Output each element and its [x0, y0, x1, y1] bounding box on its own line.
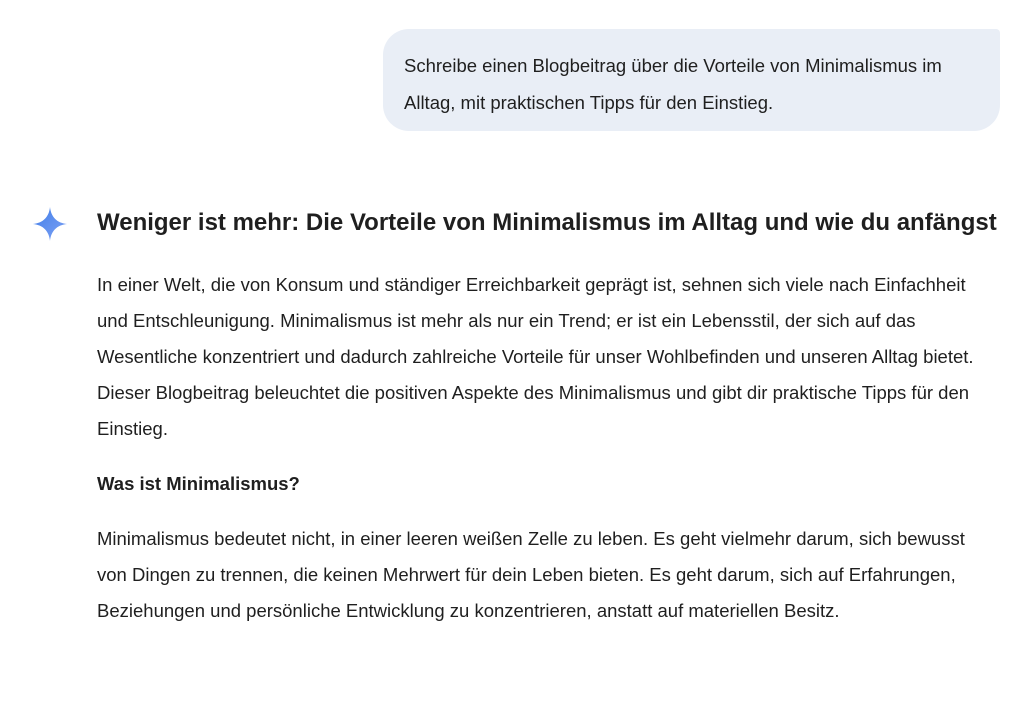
section-heading: Was ist Minimalismus?	[97, 473, 300, 494]
response-title: Weniger ist mehr: Die Vorteile von Minimalismus im Alltag und wie du anfängst	[97, 209, 997, 236]
user-prompt-bubble	[383, 29, 1000, 131]
model-response	[97, 205, 997, 629]
gemini-spark-icon	[32, 206, 68, 242]
user-prompt-text: Schreibe einen Blogbeitrag über die Vorteile von Minimalismus im Alltag, mit praktischen Tipps für den Einstieg.	[404, 55, 942, 113]
section-body-paragraph: Minimalismus bedeutet nicht, in einer leeren weißen Zelle zu leben. Es geht vielmehr darum, sich bewusst von Dingen zu trennen, die keinen Mehrwert für dein Leben bieten. Es geht darum, sich auf Erfahrungen, Beziehungen und persönliche Entwicklung zu konzentrieren, anstatt auf materiellen Besitz.	[97, 528, 965, 621]
response-intro-paragraph: In einer Welt, die von Konsum und ständiger Erreichbarkeit geprägt ist, sehnen sich viele nach Einfachheit und Entschleunigung. Minimalismus ist mehr als nur ein Trend; er ist ein Lebensstil, der sich auf das Wesentliche konzentriert und dadurch zahlreiche Vorteile für unser Wohlbefinden und unseren Alltag bietet. Dieser Blogbeitrag beleuchtet die positiven Aspekte des Minimalismus und gibt dir praktische Tipps für den Einstieg.	[97, 274, 974, 439]
